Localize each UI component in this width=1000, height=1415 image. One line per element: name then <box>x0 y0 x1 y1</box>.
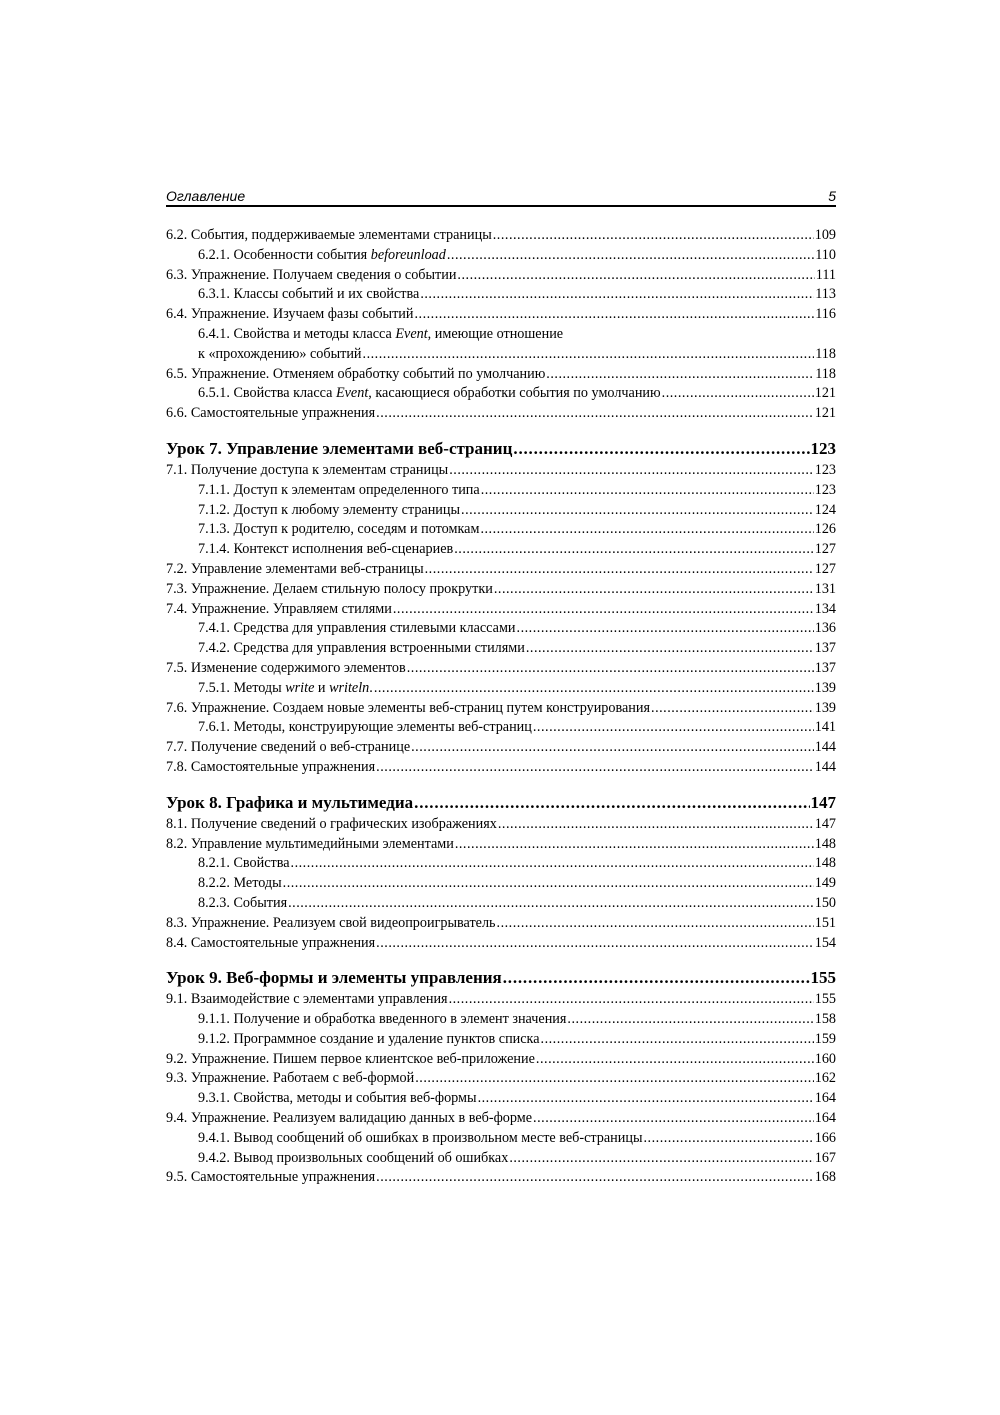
toc-entry[interactable] <box>166 1069 836 1089</box>
toc-leader-dots <box>291 854 814 874</box>
toc-leader-dots <box>393 600 814 620</box>
toc-page-number: 137 <box>814 659 836 676</box>
toc-entry[interactable] <box>166 226 836 246</box>
toc-leader-dots <box>541 1030 814 1050</box>
toc-leader-dots <box>497 914 814 934</box>
toc-leader-dots <box>407 659 814 679</box>
toc-entry-title-part: 9.2. Упражнение. Пишем первое клиентское веб-приложение <box>166 1050 535 1067</box>
toc-entry-title <box>166 659 406 679</box>
toc-page-number: 160 <box>814 1050 836 1067</box>
toc-entry[interactable] <box>166 461 836 481</box>
toc-entry-title <box>166 1050 535 1070</box>
toc-entry-title <box>166 384 661 404</box>
toc-entry-title-part: 8.2.1. Свойства <box>198 855 290 872</box>
toc-page-number: 168 <box>814 1169 836 1186</box>
toc-entry-title-part: Урок 8. Графика и мультимедиа <box>166 792 414 812</box>
toc-page-number: 154 <box>814 934 836 951</box>
toc-leader-dots <box>478 1089 814 1109</box>
toc-entry[interactable] <box>166 481 836 501</box>
toc-entry-title-part: 7.6.1. Методы, конструирующие элементы веб-страниц <box>198 719 532 736</box>
running-header <box>166 187 836 207</box>
toc-entry-title <box>166 718 532 738</box>
toc-entry[interactable] <box>166 874 836 894</box>
toc-page-number: 139 <box>814 679 836 696</box>
toc-entry-title-part: 7.1. Получение доступа к элементам страницы <box>166 461 449 478</box>
toc-entry[interactable] <box>166 854 836 874</box>
toc-entry-title-part: 9.3.1. Свойства, методы и события веб-формы <box>198 1090 477 1107</box>
toc-entry-title <box>166 758 375 778</box>
toc-page-number: 162 <box>814 1070 836 1087</box>
toc-entry-title <box>166 266 456 286</box>
toc-entry-title-part: 9.1.2. Программное создание и удаление пунктов списка <box>198 1030 540 1047</box>
toc-page-number: 159 <box>814 1030 836 1047</box>
toc-page-number: 166 <box>814 1129 836 1146</box>
toc-leader-dots <box>526 639 814 659</box>
toc-entry-title-part: 7.1.4. Контекст исполнения веб-сценариев <box>198 541 454 558</box>
toc-entry[interactable] <box>166 1030 836 1050</box>
toc-entry[interactable] <box>166 639 836 659</box>
toc-entry[interactable] <box>166 1050 836 1070</box>
toc-entry[interactable] <box>166 325 836 345</box>
toc-entry-title-part: 7.1.2. Доступ к любому элементу страницы <box>198 501 461 518</box>
toc-leader-dots <box>481 481 814 501</box>
toc-entry-title-part: 9.4. Упражнение. Реализуем валидацию данных в веб-форме <box>166 1110 533 1127</box>
toc-entry-title <box>166 1089 477 1109</box>
toc-page-number: 137 <box>814 640 836 657</box>
toc-entry-title-part: Урок 9. Веб-формы и элементы управления <box>166 968 502 988</box>
toc-entry[interactable] <box>166 914 836 934</box>
toc-leader-dots <box>567 1010 813 1030</box>
toc-leader-dots <box>662 384 814 404</box>
toc-entry-title <box>166 600 392 620</box>
toc-entry-title <box>166 481 480 501</box>
toc-leader-dots <box>651 699 814 719</box>
toc-entry-title-part: 7.4. Упражнение. Управляем стилями <box>166 600 392 617</box>
toc-page-number: 155 <box>814 991 836 1008</box>
toc-chapter[interactable] <box>166 438 836 460</box>
toc-entry-title-part: 7.2. Управление элементами веб-страницы <box>166 560 424 577</box>
toc-entry-title <box>166 854 290 874</box>
toc-entry-title <box>166 967 502 989</box>
toc-entry-continuation[interactable] <box>166 345 836 365</box>
toc-entry[interactable] <box>166 1010 836 1030</box>
toc-entry[interactable] <box>166 1089 836 1109</box>
toc-entry-title-part: . <box>369 679 373 696</box>
toc-entry-title-part: 8.3. Упражнение. Реализуем свой видеопроигрыватель <box>166 914 496 931</box>
toc-entry-title <box>166 226 492 246</box>
toc-leader-dots <box>374 679 814 699</box>
toc-entry-title-part: 8.2.2. Методы <box>198 875 282 892</box>
toc-entry-title <box>166 619 516 639</box>
toc-page-number: 139 <box>814 699 836 716</box>
toc-leader-dots <box>533 718 814 738</box>
toc-entry-title-part: 7.3. Упражнение. Делаем стильную полосу прокрутки <box>166 580 493 597</box>
toc-entry-title <box>166 580 493 600</box>
toc-entry-title-part: 9.4.1. Вывод сообщений об ошибках в произвольном месте веб-страницы <box>198 1129 643 1146</box>
toc-entry[interactable] <box>166 404 836 424</box>
toc-entry-title-part: 7.1.3. Доступ к родителю, соседям и потомкам <box>198 521 480 538</box>
toc-entry[interactable] <box>166 934 836 954</box>
toc-entry-title <box>166 501 460 521</box>
toc-entry[interactable] <box>166 520 836 540</box>
toc-entry-title-part: writeln <box>329 679 370 696</box>
toc-entry-title <box>166 934 375 954</box>
toc-page-number: 121 <box>814 385 836 402</box>
toc-leader-dots <box>376 934 814 954</box>
toc-entry-title <box>166 738 410 758</box>
toc-entry[interactable] <box>166 600 836 620</box>
toc-entry[interactable] <box>166 619 836 639</box>
toc-entry-title <box>166 792 413 814</box>
toc-entry[interactable] <box>166 659 836 679</box>
toc-entry-title <box>166 1168 375 1188</box>
toc-page-number: 123 <box>810 438 836 458</box>
toc-leader-dots <box>376 404 814 424</box>
toc-leader-dots <box>425 560 814 580</box>
toc-entry-title <box>166 914 496 934</box>
toc-leader-dots <box>420 285 814 305</box>
toc-entry-title-part: 6.4.1. Свойства и методы класса <box>198 325 396 342</box>
toc-entry-title <box>166 1010 566 1030</box>
toc-entry-title-part: beforeunload <box>370 246 446 263</box>
toc-entry-title-part: 9.5. Самостоятельные упражнения <box>166 1169 376 1186</box>
toc-page-number: 136 <box>814 620 836 637</box>
toc-entry[interactable] <box>166 384 836 404</box>
toc-entry-title <box>166 246 446 266</box>
toc-entry[interactable] <box>166 1129 836 1149</box>
toc-entry[interactable] <box>166 1149 836 1169</box>
toc-page-number: 148 <box>814 855 836 872</box>
toc-entry-title-part: Event <box>395 325 428 342</box>
toc-page-number: 144 <box>814 758 836 775</box>
toc-entry-title-part: , имеющие отношение <box>427 325 564 342</box>
toc-entry-title <box>166 520 479 540</box>
toc-entry[interactable] <box>166 718 836 738</box>
toc-entry-title <box>166 835 454 855</box>
toc-entry-title <box>166 365 545 385</box>
toc-page-number: 126 <box>814 521 836 538</box>
toc-entry-title <box>166 404 375 424</box>
toc-leader-dots <box>457 266 814 286</box>
toc-entry-title <box>166 285 419 305</box>
table-of-contents <box>166 226 836 1188</box>
toc-leader-dots <box>447 246 814 266</box>
toc-page-number: 127 <box>814 560 836 577</box>
toc-page-number: 124 <box>814 501 836 518</box>
toc-entry-title-part: 6.2. События, поддерживаемые элементами страницы <box>166 227 492 243</box>
toc-entry-title <box>166 699 650 719</box>
toc-page-number: 144 <box>814 739 836 756</box>
toc-entry-title-part: 6.5. Упражнение. Отменяем обработку событий по умолчанию <box>166 365 546 382</box>
toc-leader-dots <box>411 738 814 758</box>
toc-entry-title <box>166 894 287 914</box>
toc-leader-dots <box>513 438 809 460</box>
toc-page-number: 123 <box>814 481 836 498</box>
toc-leader-dots <box>503 967 810 989</box>
toc-entry[interactable] <box>166 738 836 758</box>
toc-leader-dots <box>517 619 814 639</box>
toc-entry-title-part: 8.1. Получение сведений о графических изображениях <box>166 815 497 832</box>
toc-entry-title-part: 6.2.1. Особенности события <box>198 246 371 263</box>
toc-leader-dots <box>414 305 814 325</box>
toc-entry-title <box>166 1109 532 1129</box>
toc-entry-title-part: 6.4. Упражнение. Изучаем фазы событий <box>166 306 414 323</box>
toc-leader-dots <box>533 1109 814 1129</box>
toc-entry-title <box>166 1069 414 1089</box>
toc-entry[interactable] <box>166 815 836 835</box>
toc-entry[interactable] <box>166 540 836 560</box>
toc-page-number: 151 <box>814 914 836 931</box>
toc-page-number: 116 <box>815 306 836 323</box>
toc-entry-title-part: 7.6. Упражнение. Создаем новые элементы веб-страниц путем конструирования <box>166 699 651 716</box>
toc-page-number: 118 <box>815 365 836 382</box>
toc-leader-dots <box>363 345 815 365</box>
toc-page-number: 141 <box>814 719 836 736</box>
toc-entry[interactable] <box>166 699 836 719</box>
toc-chapter[interactable] <box>166 792 836 814</box>
toc-leader-dots <box>449 461 814 481</box>
toc-entry[interactable] <box>166 305 836 325</box>
toc-leader-dots <box>509 1149 813 1169</box>
toc-page-number: 150 <box>814 894 836 911</box>
toc-entry[interactable] <box>166 365 836 385</box>
toc-page-number: 164 <box>814 1090 836 1107</box>
toc-entry-title-part: 8.2.3. События <box>198 894 288 911</box>
toc-page-number: 110 <box>815 246 836 263</box>
toc-entry-title: к «прохождению» событий <box>198 345 362 362</box>
toc-entry-title-part: 6.5.1. Свойства класса <box>198 385 336 402</box>
toc-page-number: 134 <box>814 600 836 617</box>
toc-entry-title-part: 7.5. Изменение содержимого элементов <box>166 659 406 676</box>
toc-page-number: 167 <box>814 1149 836 1166</box>
toc-entry-title <box>166 990 448 1010</box>
toc-entry[interactable] <box>166 501 836 521</box>
toc-leader-dots <box>283 874 814 894</box>
toc-entry-title-part: 7.4.1. Средства для управления стилевыми классами <box>198 620 516 637</box>
toc-leader-dots <box>644 1129 814 1149</box>
toc-entry-title <box>166 639 525 659</box>
toc-entry-title-part: 8.2. Управление мультимедийными элементами <box>166 835 454 852</box>
toc-leader-dots <box>449 990 814 1010</box>
toc-leader-dots <box>376 758 814 778</box>
toc-leader-dots <box>415 1069 814 1089</box>
toc-entry[interactable] <box>166 580 836 600</box>
toc-entry-title-part: 7.8. Самостоятельные упражнения <box>166 758 376 775</box>
toc-page-number: 111 <box>815 266 836 283</box>
toc-entry[interactable] <box>166 990 836 1010</box>
toc-page-number: 149 <box>814 875 836 892</box>
toc-entry[interactable] <box>166 285 836 305</box>
toc-entry[interactable] <box>166 894 836 914</box>
toc-page-number: 123 <box>814 461 836 478</box>
toc-page-number: 118 <box>815 345 836 362</box>
toc-leader-dots <box>454 540 813 560</box>
toc-page-number: 121 <box>814 405 836 422</box>
toc-entry-title-part: 9.3. Упражнение. Работаем с веб-формой <box>166 1070 415 1087</box>
toc-entry-title <box>166 679 373 699</box>
toc-page-number: 131 <box>814 580 836 597</box>
toc-leader-dots <box>480 520 813 540</box>
toc-entry[interactable] <box>166 266 836 286</box>
toc-leader-dots <box>455 835 814 855</box>
toc-entry-title-part: 7.1.1. Доступ к элементам определенного типа <box>198 481 480 498</box>
toc-leader-dots <box>494 580 814 600</box>
toc-leader-dots <box>376 1168 814 1188</box>
toc-entry-title-part: 6.3.1. Классы событий и их свойства <box>198 286 420 303</box>
toc-entry-title <box>166 1149 508 1169</box>
toc-page-number: 158 <box>814 1011 836 1028</box>
toc-leader-dots <box>288 894 814 914</box>
toc-entry-title-part: 6.6. Самостоятельные упражнения <box>166 405 376 422</box>
toc-page-number: 147 <box>810 792 836 812</box>
toc-entry-title <box>166 1030 540 1050</box>
toc-entry-title-part: 6.3. Упражнение. Получаем сведения о событии <box>166 266 457 283</box>
toc-leader-dots <box>536 1050 814 1070</box>
toc-page-number: 127 <box>814 541 836 558</box>
toc-entry-title-part: и <box>314 679 330 696</box>
toc-entry-title <box>166 1129 643 1149</box>
toc-entry-title <box>166 325 563 345</box>
page-number: 5 <box>828 188 836 204</box>
toc-entry[interactable] <box>166 679 836 699</box>
toc-entry-title <box>166 540 453 560</box>
toc-entry-title-part: , касающиеся обработки события по умолчанию <box>368 385 661 402</box>
toc-entry-title-part: write <box>285 679 315 696</box>
toc-entry-title <box>166 874 282 894</box>
toc-leader-dots <box>498 815 814 835</box>
toc-entry-title-part: 9.1. Взаимодействие с элементами управления <box>166 991 448 1008</box>
toc-entry-title-part: 9.1.1. Получение и обработка введенного в элемент значения <box>198 1011 567 1028</box>
toc-entry-title-part: 7.4.2. Средства для управления встроенными стилями <box>198 640 525 657</box>
toc-entry[interactable] <box>166 835 836 855</box>
toc-page-number: 109 <box>814 227 836 243</box>
toc-leader-dots <box>493 226 814 246</box>
toc-page-number: 164 <box>814 1110 836 1127</box>
toc-leader-dots <box>414 792 809 814</box>
toc-entry-title-part: 8.4. Самостоятельные упражнения <box>166 934 376 951</box>
toc-page-number: 113 <box>815 286 836 303</box>
toc-entry-title-part: Урок 7. Управление элементами веб-страниц <box>166 438 513 458</box>
running-header-title: Оглавление <box>166 188 246 204</box>
toc-entry[interactable] <box>166 1168 836 1188</box>
toc-entry-title <box>166 560 424 580</box>
toc-entry[interactable] <box>166 246 836 266</box>
toc-entry[interactable] <box>166 1109 836 1129</box>
toc-page-number: 148 <box>814 835 836 852</box>
toc-chapter[interactable] <box>166 967 836 989</box>
toc-entry-title <box>166 438 512 460</box>
toc-page-number: 147 <box>814 815 836 832</box>
toc-entry-title-part: 7.5.1. Методы <box>198 679 286 696</box>
toc-entry-title <box>166 305 413 325</box>
toc-entry-title-part: Event <box>335 385 369 402</box>
toc-entry[interactable] <box>166 758 836 778</box>
toc-entry-title-part: 7.7. Получение сведений о веб-странице <box>166 739 411 756</box>
toc-leader-dots <box>546 365 814 385</box>
toc-entry-title <box>166 461 448 481</box>
toc-page-number: 155 <box>810 968 836 988</box>
toc-entry[interactable] <box>166 560 836 580</box>
toc-entry-title-part: 9.4.2. Вывод произвольных сообщений об ошибках <box>198 1149 509 1166</box>
toc-leader-dots <box>461 501 814 521</box>
toc-entry-title <box>166 815 497 835</box>
